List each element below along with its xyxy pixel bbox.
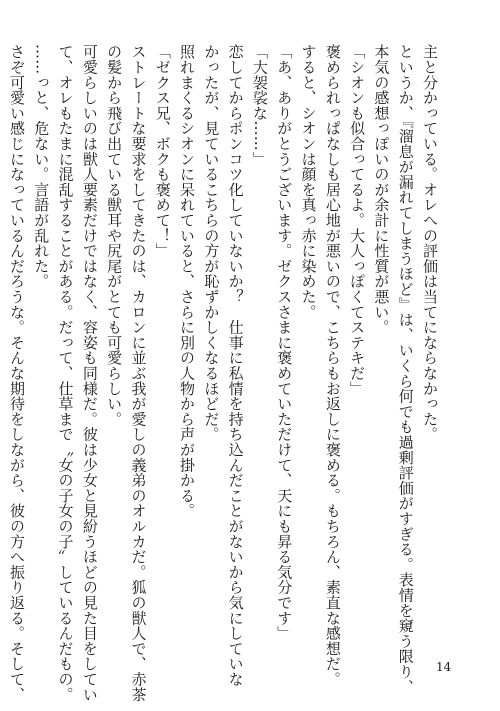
- text-line-11: 照れまくるシオンに呆れていると、さらに別の人物から声が掛かる。: [178, 44, 197, 519]
- page-number: 14: [436, 660, 452, 674]
- text-line-18: さぞ可愛い感じになっているんだろうな。そんな期待をしながら、彼の方へ振り返る。そして、: [7, 44, 26, 702]
- text-line-2: というか、『溜息が漏れてしまうほど』は、いくら何でも過剰評価がすぎる。表情を窺う限り、: [396, 44, 415, 695]
- text-line-15: 可愛らしいのは獣人要素だけではなく、容姿も同様だ。彼は少女と見紛うほどの見た目をしてい: [80, 44, 99, 702]
- text-line-5: 褒められっぱなしも居心地が悪いので、こちらもお返しに褒める。もちろん、素直な感想だ。: [323, 44, 342, 687]
- text-line-7: 「あ、ありがとうございます。ゼクスさまに褒めていただけて、天にも昇る気分です」: [275, 44, 294, 641]
- text-line-3: 本気の感想っぽいのが余計に性質が悪い。: [372, 44, 391, 335]
- text-line-4: 「シオンも似合ってるよ。大人っぽくてステキだ」: [348, 44, 367, 396]
- text-line-16: て、オレもたまに混乱することがある。だって、仕草まで〝女の子女の子〟しているんだもの。: [56, 44, 75, 702]
- text-line-1: 主と分かっている。オレへの評価は当てにならなかった。: [421, 44, 439, 442]
- text-line-8: 「大袈裟な……」: [250, 44, 269, 167]
- text-line-13: ストレートな要求をしてきたのは、カロンに並ぶ我が愛しの義弟のオルカだ。狐の獣人で、赤茶: [129, 44, 148, 702]
- text-line-6: すると、シオンは顔を真っ赤に染めた。: [299, 44, 318, 320]
- vertical-text-body: [7, 44, 442, 702]
- text-line-14: の髪から飛び出ている獣耳や尻尾がとても可愛らしい。: [105, 44, 124, 427]
- text-line-17: ……っと、危ない。言語が乱れた。: [32, 44, 51, 289]
- text-line-10: かったが、見ているこちらの方が恥ずかしくなるほどだ。: [202, 44, 221, 442]
- text-line-9: 恋してからポンコツ化していないか？ 仕事に私情を持ち込んだことがないから気にしていな: [226, 44, 245, 687]
- text-line-12: 「ゼクス兄、ボクも褒めて！」: [153, 44, 172, 259]
